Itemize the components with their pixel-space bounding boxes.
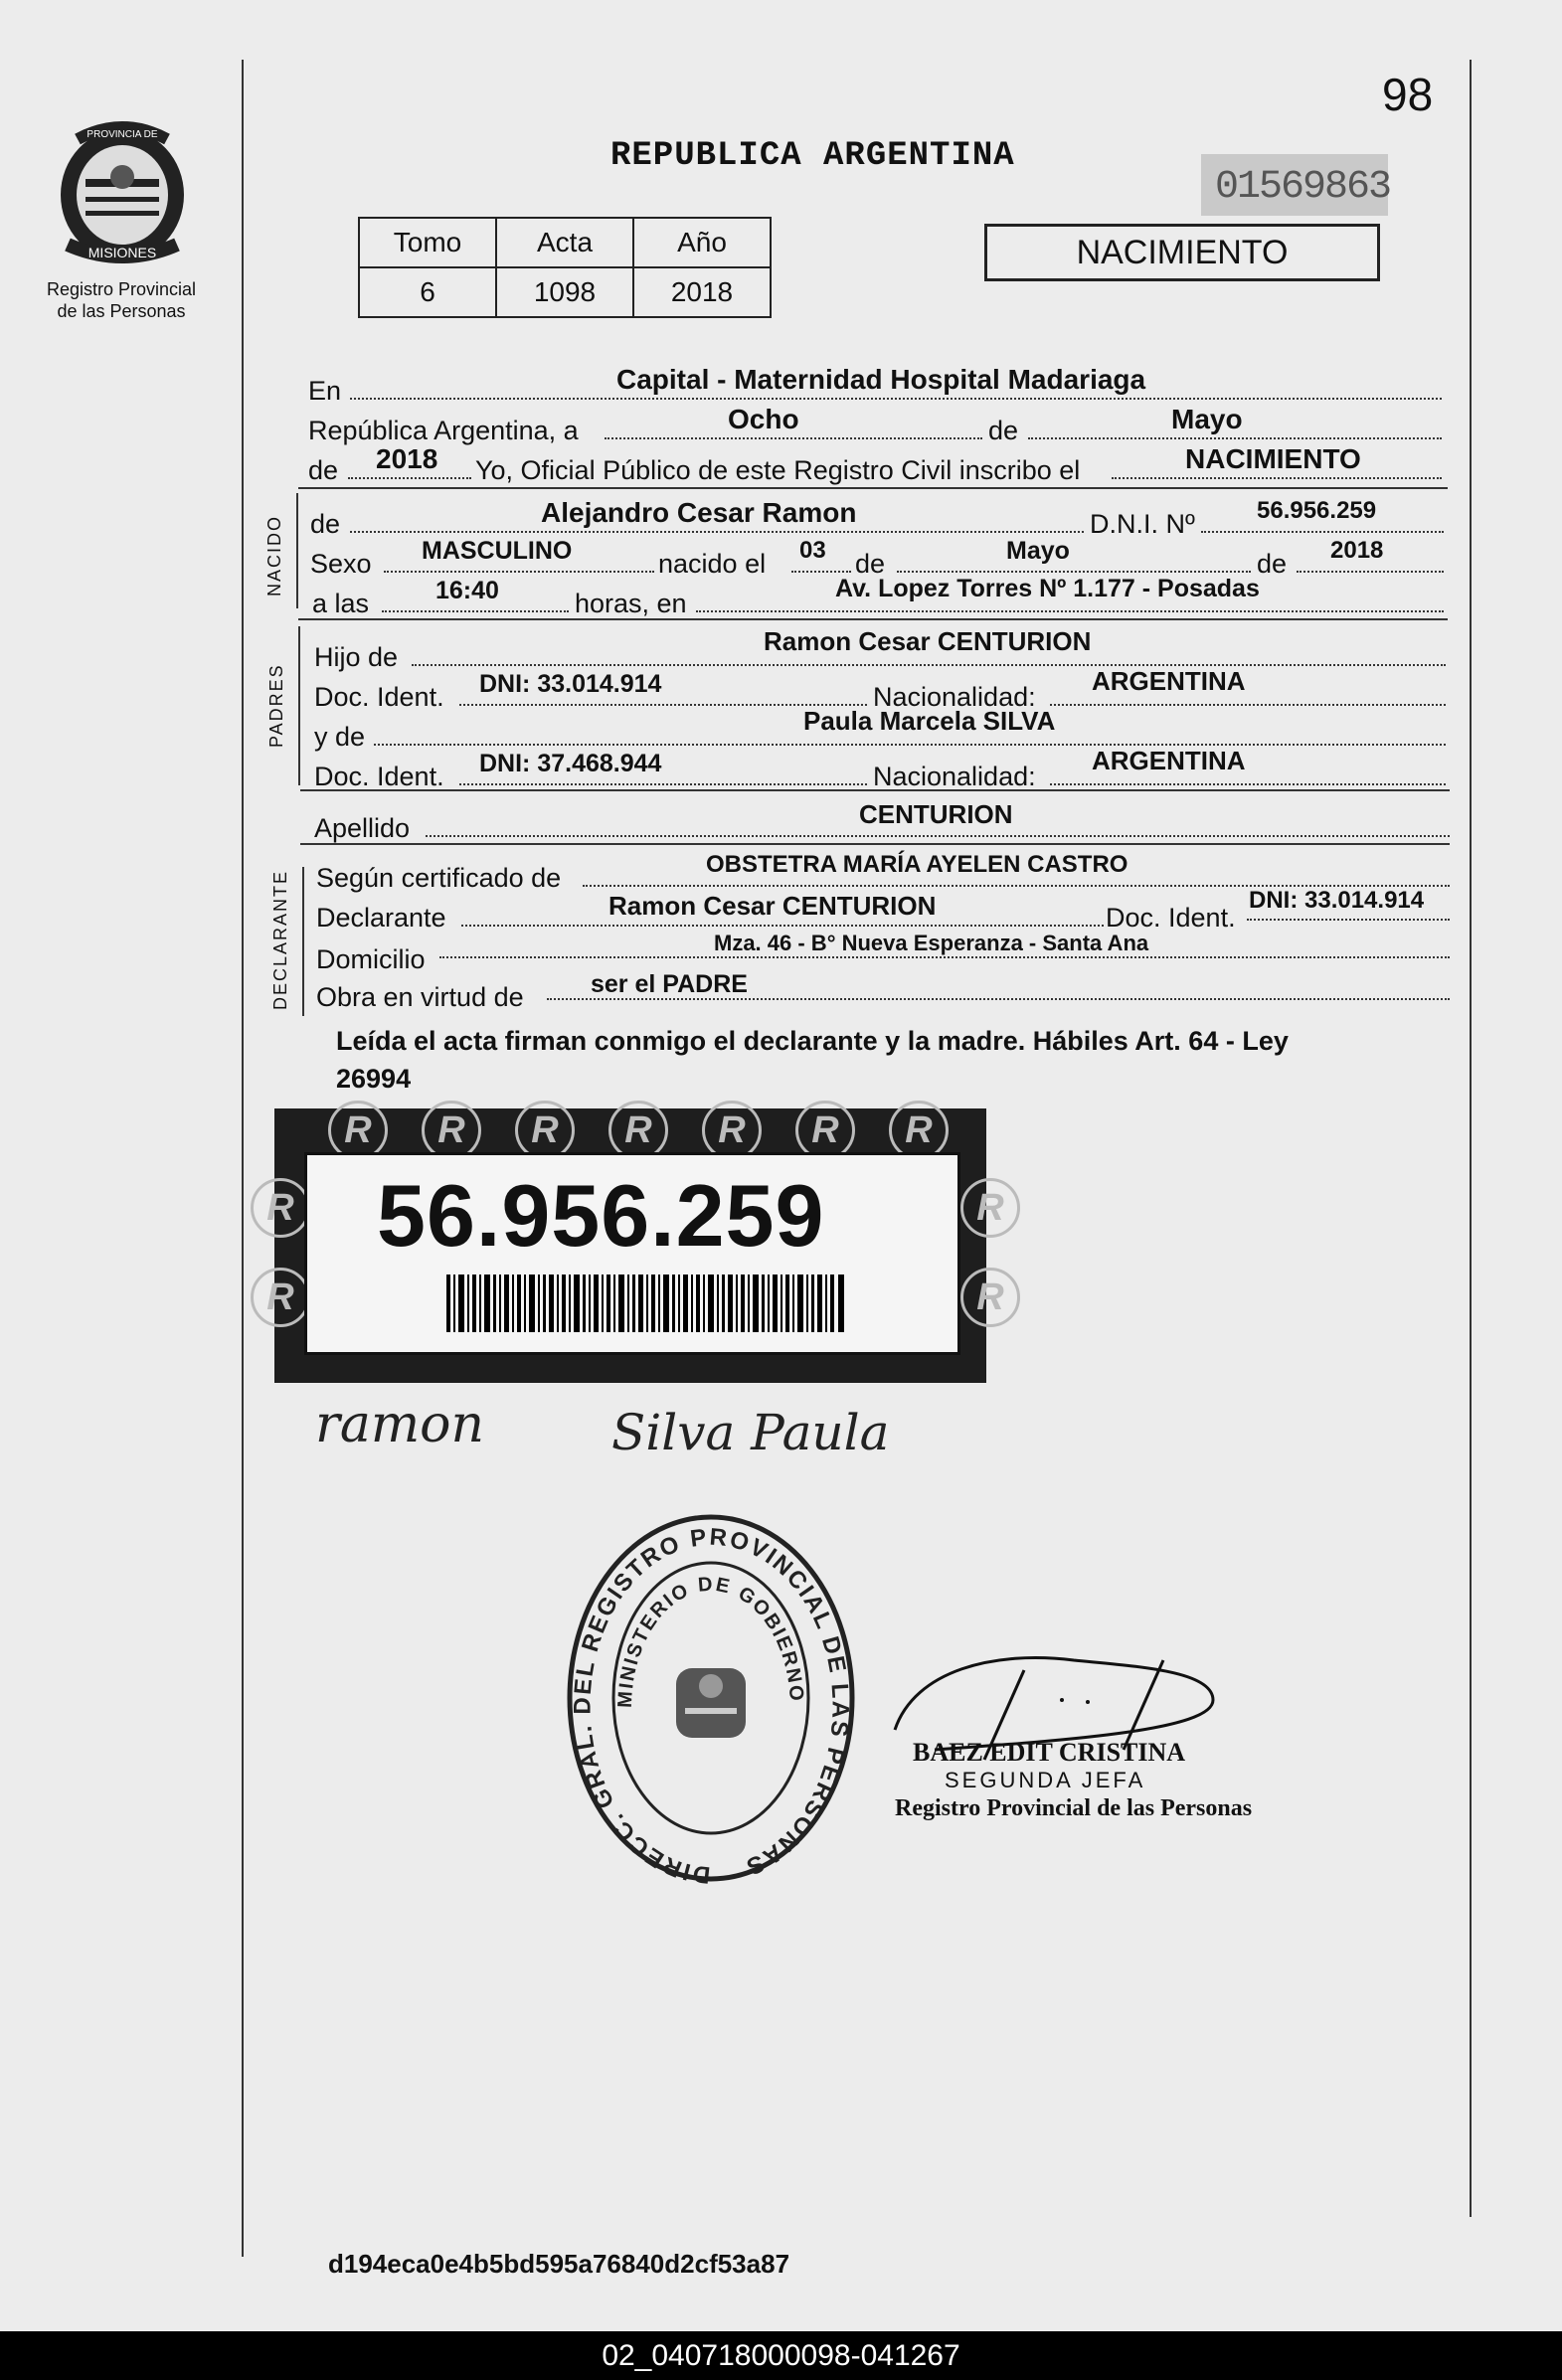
dni-card-number: 56.956.259 bbox=[377, 1166, 825, 1265]
label-de-anio-nac: de bbox=[1257, 549, 1288, 579]
label-yo-oficial: Yo, Oficial Público de este Registro Civil inscribo el bbox=[475, 455, 1081, 485]
r-mark-icon: R bbox=[251, 1178, 310, 1238]
dots-dia bbox=[605, 437, 982, 439]
label-hijo-de: Hijo de bbox=[314, 642, 399, 672]
dots-anio-nac bbox=[1297, 571, 1444, 573]
register-header-tomo: Tomo bbox=[359, 218, 496, 267]
value-madre-dni: DNI: 37.468.944 bbox=[479, 750, 662, 777]
section-label-padres: PADRES bbox=[266, 663, 286, 748]
label-en: En bbox=[308, 376, 342, 406]
record-type-box: NACIMIENTO bbox=[984, 224, 1380, 281]
legal-text-line2: 26994 bbox=[336, 1064, 412, 1094]
dni-number-label bbox=[266, 1108, 1004, 1383]
value-madre: Paula Marcela SILVA bbox=[803, 706, 1056, 736]
logo-caption bbox=[22, 278, 221, 322]
value-dia: Ocho bbox=[728, 404, 799, 434]
label-a-las: a las bbox=[312, 589, 370, 618]
value-certificado: OBSTETRA MARÍA AYELEN CASTRO bbox=[706, 851, 1128, 878]
value-obra: ser el PADRE bbox=[591, 970, 748, 998]
dots-padre bbox=[412, 664, 1446, 666]
padres-bracket bbox=[298, 626, 300, 785]
dots-madre-dni bbox=[459, 783, 867, 785]
value-sexo: MASCULINO bbox=[422, 537, 573, 565]
separator-4 bbox=[300, 843, 1450, 845]
seal-outer-text: DIRECC. GRAL. DEL REGISTRO PROVINCIAL DE LAS PERSONAS bbox=[569, 1523, 854, 1887]
label-dni: D.N.I. Nº bbox=[1090, 509, 1195, 539]
label-nacionalidad-madre: Nacionalidad: bbox=[873, 762, 1036, 791]
dots-tipo bbox=[1112, 477, 1442, 479]
register-header-acta: Acta bbox=[496, 218, 633, 267]
dots-hora bbox=[382, 610, 569, 612]
dots-anio bbox=[348, 477, 471, 479]
dots-declarante bbox=[461, 925, 1104, 927]
nacido-bracket bbox=[296, 493, 298, 608]
r-mark-icon: R bbox=[960, 1268, 1020, 1327]
signature-father: ramon bbox=[315, 1395, 484, 1454]
dots-dni bbox=[1201, 531, 1444, 533]
value-lugar: Capital - Maternidad Hospital Madariaga bbox=[616, 364, 1146, 395]
value-declarante: Ramon Cesar CENTURION bbox=[608, 891, 937, 921]
logo-text-top: PROVINCIA DE bbox=[87, 129, 158, 140]
value-hora: 16:40 bbox=[435, 577, 499, 604]
label-doc-ident-declarante: Doc. Ident. bbox=[1106, 903, 1236, 933]
legal-text-line1: Leída el acta firman conmigo el declarante y la madre. Hábiles Art. 64 - Ley bbox=[336, 1026, 1289, 1056]
left-margin-line bbox=[242, 60, 244, 2257]
label-nacido-el: nacido el bbox=[658, 549, 767, 579]
label-segun-certificado: Según certificado de bbox=[316, 863, 562, 893]
signature-mother: Silva Paula bbox=[611, 1404, 890, 1461]
dots-madre-nac bbox=[1050, 783, 1446, 785]
barcode-icon bbox=[446, 1275, 844, 1332]
section-label-nacido: NACIDO bbox=[264, 514, 284, 596]
r-mark-icon: R bbox=[889, 1101, 949, 1160]
country-heading: REPUBLICA ARGENTINA bbox=[610, 137, 1015, 175]
value-lugar-nac: Av. Lopez Torres Nº 1.177 - Posadas bbox=[835, 575, 1260, 602]
value-dia-nac: 03 bbox=[799, 537, 826, 564]
label-doc-ident-madre: Doc. Ident. bbox=[314, 762, 444, 791]
label-domicilio: Domicilio bbox=[316, 944, 426, 974]
page-number: 98 bbox=[1382, 69, 1434, 120]
value-anio: 2018 bbox=[376, 443, 438, 474]
separator-1 bbox=[298, 487, 1448, 489]
r-mark-icon: R bbox=[608, 1101, 668, 1160]
handwritten-signatures bbox=[313, 1382, 950, 1491]
label-declarante: Declarante bbox=[316, 903, 446, 933]
value-madre-nac: ARGENTINA bbox=[1092, 746, 1246, 775]
serial-number: 01569863 bbox=[1215, 165, 1391, 210]
dots-declarante-dni bbox=[1247, 919, 1450, 921]
section-label-declarante: DECLARANTE bbox=[270, 869, 290, 1010]
dots-domicilio bbox=[439, 956, 1450, 958]
register-table bbox=[358, 217, 772, 318]
label-de-nombre: de bbox=[310, 509, 341, 539]
label-de-mes-nac: de bbox=[855, 549, 886, 579]
label-doc-ident-padre: Doc. Ident. bbox=[314, 682, 444, 712]
dots-nombre bbox=[350, 531, 1084, 533]
register-value-acta: 1098 bbox=[496, 267, 633, 317]
official-org: Registro Provincial de las Personas bbox=[895, 1795, 1253, 1821]
dots-madre bbox=[374, 744, 1446, 746]
value-mes-nac: Mayo bbox=[1006, 537, 1070, 565]
official-role: SEGUNDA JEFA bbox=[945, 1768, 1146, 1792]
separator-3 bbox=[300, 789, 1450, 791]
dots-apellido bbox=[426, 835, 1450, 837]
official-seal bbox=[562, 1509, 860, 1887]
r-mark-icon: R bbox=[422, 1101, 481, 1160]
value-anio-nac: 2018 bbox=[1330, 537, 1384, 564]
label-obra-en-virtud: Obra en virtud de bbox=[316, 982, 524, 1012]
r-mark-icon: R bbox=[251, 1268, 310, 1327]
value-dni: 56.956.259 bbox=[1257, 497, 1377, 524]
value-mes: Mayo bbox=[1171, 404, 1243, 434]
label-de-anio: de bbox=[308, 455, 339, 485]
value-padre: Ramon Cesar CENTURION bbox=[764, 626, 1092, 656]
logo-caption-line2: de las Personas bbox=[57, 301, 186, 321]
value-domicilio: Mza. 46 - B° Nueva Esperanza - Santa Ana bbox=[714, 931, 1149, 955]
value-padre-nac: ARGENTINA bbox=[1092, 666, 1246, 696]
value-tipo: NACIMIENTO bbox=[1185, 443, 1361, 474]
label-horas-en: horas, en bbox=[575, 589, 687, 618]
declarante-bracket bbox=[302, 867, 304, 1016]
value-padre-dni: DNI: 33.014.914 bbox=[479, 670, 662, 698]
value-declarante-dni: DNI: 33.014.914 bbox=[1249, 887, 1425, 914]
document-hash: d194eca0e4b5bd595a76840d2cf53a87 bbox=[328, 2249, 790, 2279]
r-mark-icon: R bbox=[515, 1101, 575, 1160]
r-mark-icon: R bbox=[328, 1101, 388, 1160]
register-table-value-row bbox=[359, 267, 771, 317]
dots-padre-nac bbox=[1050, 704, 1446, 706]
legal-text bbox=[336, 1022, 1430, 1098]
logo-text-bottom: MISIONES bbox=[87, 245, 157, 260]
official-name: BAEZ EDIT CRISTINA bbox=[913, 1738, 1186, 1767]
footer-id-bar: 02_040718000098-041267 bbox=[0, 2331, 1562, 2380]
label-republica: República Argentina, a bbox=[308, 416, 579, 445]
value-nombre: Alejandro Cesar Ramon bbox=[541, 497, 857, 528]
seal-inner-text: MINISTERIO DE GOBIERNO bbox=[613, 1573, 808, 1709]
label-apellido: Apellido bbox=[314, 813, 411, 843]
register-header-anio: Año bbox=[633, 218, 771, 267]
dots-lugar-nac bbox=[696, 610, 1444, 612]
dots-dia-nac bbox=[791, 571, 851, 573]
dots-sexo bbox=[384, 571, 654, 573]
r-mark-icon: R bbox=[960, 1178, 1020, 1238]
label-sexo: Sexo bbox=[310, 549, 372, 579]
register-value-tomo: 6 bbox=[359, 267, 496, 317]
register-table-header-row bbox=[359, 218, 771, 267]
dots-en bbox=[350, 398, 1442, 400]
separator-2 bbox=[298, 618, 1448, 620]
dni-label-inner bbox=[304, 1152, 960, 1355]
logo-caption-line1: Registro Provincial bbox=[46, 279, 197, 299]
r-mark-icon: R bbox=[702, 1101, 762, 1160]
dots-mes-nac bbox=[897, 571, 1251, 573]
label-de-mes: de bbox=[988, 416, 1019, 445]
register-value-anio: 2018 bbox=[633, 267, 771, 317]
r-mark-icon: R bbox=[795, 1101, 855, 1160]
misiones-province-logo bbox=[48, 117, 197, 266]
value-apellido: CENTURION bbox=[859, 799, 1013, 829]
right-margin-line bbox=[1470, 60, 1472, 2217]
label-nacionalidad-padre: Nacionalidad: bbox=[873, 682, 1036, 712]
dots-mes bbox=[1028, 437, 1442, 439]
label-y-de: y de bbox=[314, 722, 366, 752]
